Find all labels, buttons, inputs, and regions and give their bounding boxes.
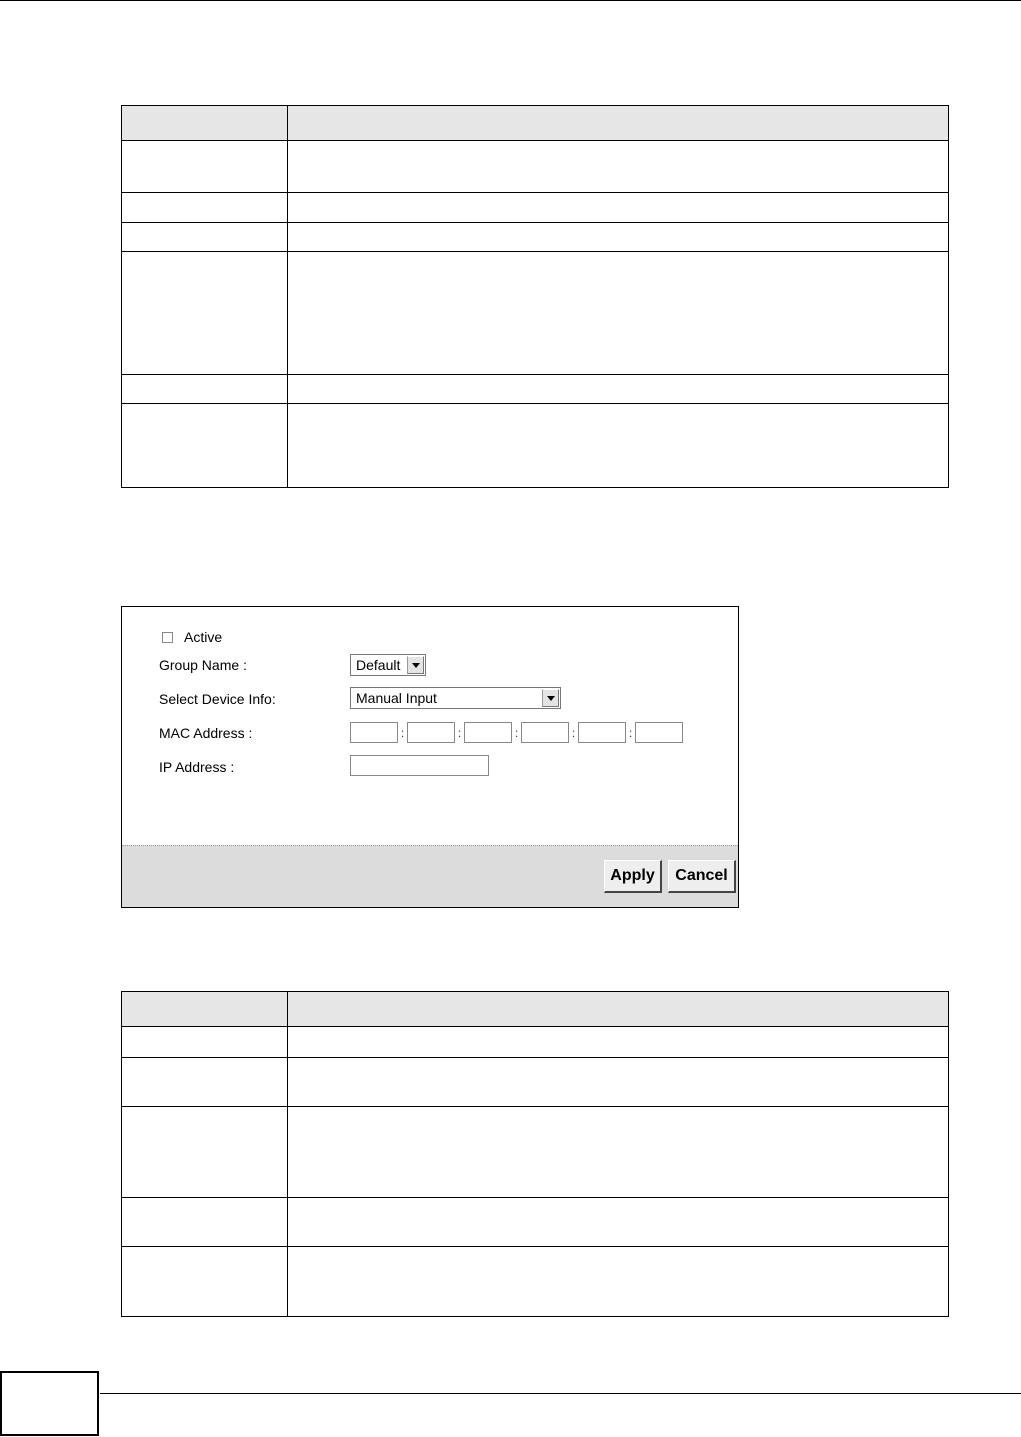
group-name-select[interactable] — [350, 654, 426, 676]
ip-address-input[interactable] — [350, 755, 489, 776]
header-cell-label — [122, 106, 288, 141]
mac-address-fields — [350, 722, 683, 743]
table-row — [122, 141, 949, 193]
mac-octet-2-input[interactable] — [407, 722, 455, 743]
table-row — [122, 252, 949, 375]
header-cell-description — [288, 106, 949, 141]
field-description-table-1 — [121, 105, 949, 488]
mac-separator: : — [628, 725, 633, 740]
active-checkbox[interactable] — [162, 632, 173, 643]
group-name-label: Group Name : — [159, 657, 247, 673]
select-device-label: Select Device Info: — [159, 691, 276, 707]
apply-button[interactable]: Apply — [604, 860, 662, 893]
chevron-down-icon — [542, 689, 559, 707]
table-header-row — [122, 992, 949, 1027]
chevron-down-icon — [407, 656, 424, 674]
ip-address-label: IP Address : — [159, 759, 235, 775]
table-row — [122, 223, 949, 252]
static-dhcp-edit-screen — [121, 606, 739, 908]
mac-separator: : — [571, 725, 576, 740]
page-number-box — [0, 1371, 99, 1436]
header-rule — [0, 0, 1021, 1]
table-row — [122, 1107, 949, 1198]
mac-octet-4-input[interactable] — [521, 722, 569, 743]
mac-separator: : — [457, 725, 462, 740]
table-header-row — [122, 106, 949, 141]
group-name-value: Default — [356, 657, 401, 673]
mac-octet-5-input[interactable] — [578, 722, 626, 743]
table-row — [122, 1027, 949, 1058]
footer-rule — [100, 1393, 1021, 1394]
header-cell-label — [122, 992, 288, 1027]
table-row — [122, 1247, 949, 1317]
mac-separator: : — [400, 725, 405, 740]
table-row — [122, 1058, 949, 1107]
mac-octet-3-input[interactable] — [464, 722, 512, 743]
select-device-value: Manual Input — [356, 690, 437, 706]
header-cell-description — [288, 992, 949, 1027]
cancel-button[interactable]: Cancel — [668, 860, 736, 893]
active-label: Active — [184, 629, 223, 645]
table-row — [122, 404, 949, 488]
mac-separator: : — [514, 725, 519, 740]
table-row — [122, 375, 949, 404]
mac-octet-6-input[interactable] — [635, 722, 683, 743]
select-device-select[interactable] — [350, 687, 561, 709]
mac-address-label: MAC Address : — [159, 725, 253, 741]
mac-octet-1-input[interactable] — [350, 722, 398, 743]
table-row — [122, 193, 949, 223]
button-bar — [122, 845, 738, 907]
field-description-table-2 — [121, 991, 949, 1317]
table-row — [122, 1198, 949, 1247]
active-row — [162, 629, 222, 645]
